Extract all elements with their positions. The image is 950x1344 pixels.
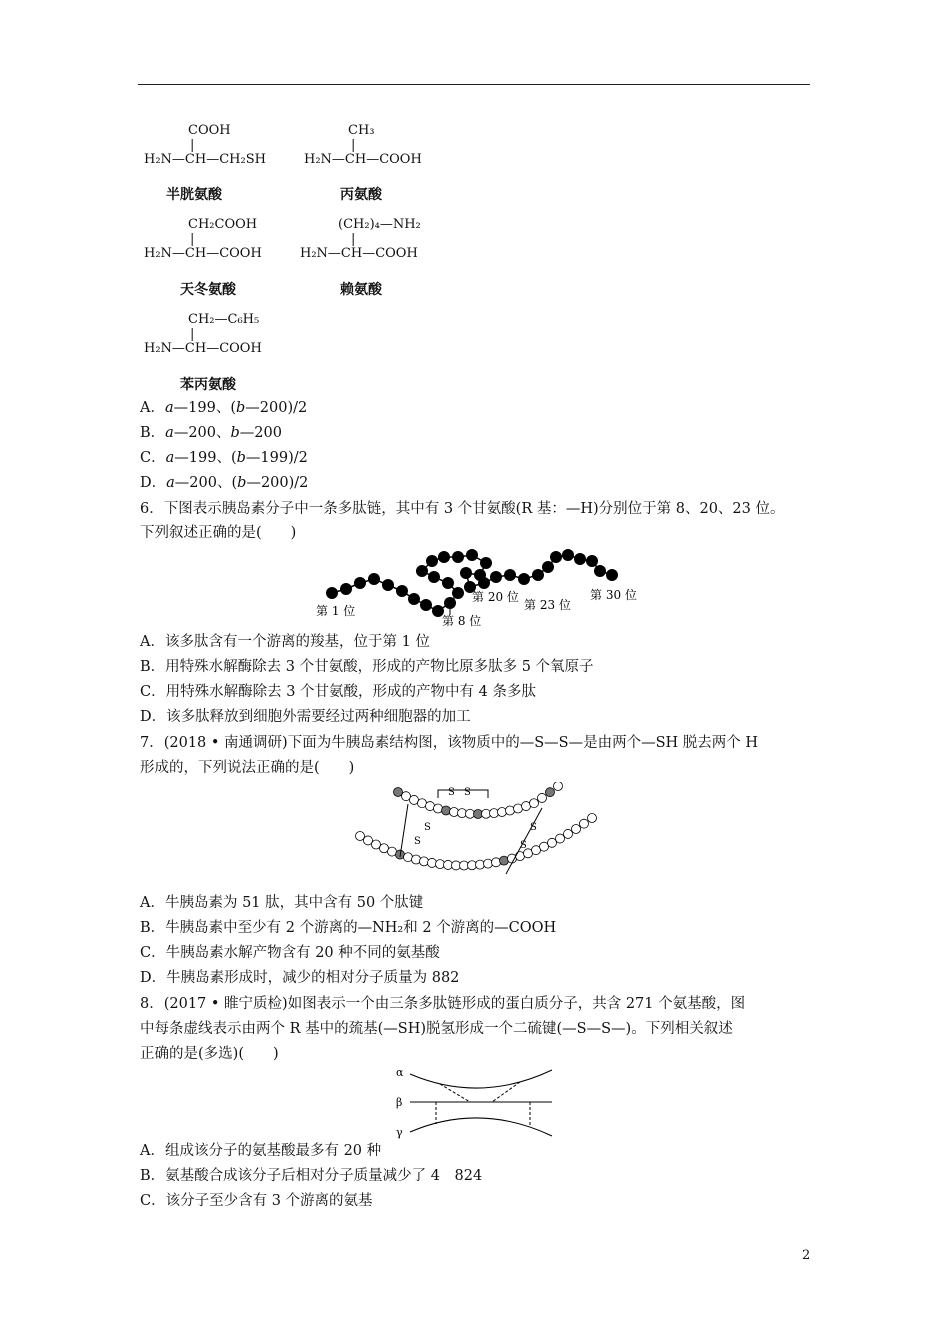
label-s-e: S [530,822,537,833]
q8-stem-cont2: 正确的是(多选)( ) [140,1046,279,1062]
q7-option-d[interactable]: D．牛胰岛素形成时，减少的相对分子质量为 882 [140,970,460,986]
label-s-c: S [424,822,431,833]
residue-bead [356,832,365,841]
chem-main: H₂N—CH—COOH [144,246,262,261]
q7-stem: 7．(2018 • 南通调研)下面为牛胰岛素结构图，该物质中的—S—S—是由两个—SH 脱去两个 H [140,735,759,751]
q8-option-a[interactable]: A．组成该分子的氨基酸最多有 20 种 [140,1143,382,1159]
chem-group: (CH₂)₄—NH₂ [338,217,421,232]
residue-bead [492,858,501,867]
amino-acid-name: 赖氨酸 [340,282,382,298]
q6-stem: 6．下图表示胰岛素分子中一条多肽链，其中有 3 个甘氨酸(R 基：—H)分别位于第 8、20、23 位。 [140,501,785,517]
label-pos-20: 第 20 位 [472,590,519,604]
label-s-f: S [520,840,527,851]
residue-bead [484,859,493,868]
bond-line: | [190,232,195,247]
label-s-b: S [464,787,471,798]
bond-line: | [351,232,356,247]
label-gamma: γ [396,1126,403,1139]
residue-bead [580,819,589,828]
insulin-chain-a [394,782,563,819]
residue-bead [500,856,509,865]
q5-option-d[interactable]: D．a—200、(b—200)/2 [140,475,309,491]
three-chain-protein-figure [380,1064,560,1142]
residue-bead [498,808,507,817]
q8-stem-cont: 中每条虚线表示由两个 R 基中的巯基(—SH)脱氢形成一个二硫键(—S—S—)。下列相关叙述 [140,1021,733,1037]
residue-bead [514,804,523,813]
chem-group: CH₂COOH [188,217,258,232]
insulin-chain-b [356,814,597,871]
residue-bead [588,814,597,823]
amino-acid-name: 苯丙氨酸 [180,377,236,393]
label-s-d: S [414,836,421,847]
chem-main: H₂N—CH—COOH [300,246,418,261]
residue-bead [530,799,539,808]
residue-bead [412,855,421,864]
label-alpha: α [396,1066,404,1079]
chem-main: H₂N—CH—COOH [144,341,262,356]
q5-option-b[interactable]: B．a—200、b—200 [140,425,282,441]
q5-option-a[interactable]: A．a—199、(b—200)/2 [140,400,308,416]
residue-bead [364,836,373,845]
q7-option-a[interactable]: A．牛胰岛素为 51 肽，其中含有 50 个肽键 [140,895,424,911]
header-rule [138,84,810,85]
chem-group: CH₃ [348,123,375,138]
residue-bead [564,829,573,838]
residue-bead [428,858,437,867]
amino-acid-beads [326,549,618,617]
residue-bead [540,842,549,851]
q6-option-d[interactable]: D．该多肽释放到细胞外需要经过两种细胞器的加工 [140,709,471,725]
label-pos-23: 第 23 位 [524,598,571,612]
amino-acid-name: 丙氨酸 [340,187,382,203]
chem-group: CH₂—C₆H₅ [188,312,260,327]
residue-bead [442,806,451,815]
residue-bead [420,857,429,866]
chem-group: COOH [188,123,231,138]
bond-line: | [190,138,195,153]
residue-bead [426,802,435,811]
residue-bead [404,853,413,862]
amino-acid-name: 天冬氨酸 [180,282,236,298]
residue-bead [538,793,547,802]
page-number: 2 [802,1248,811,1263]
insulin-structure-figure [350,782,600,887]
residue-bead [450,808,459,817]
residue-bead [556,834,565,843]
residue-bead [434,804,443,813]
label-pos-8: 第 8 位 [442,614,482,628]
q6-option-b[interactable]: B．用特殊水解酶除去 3 个甘氨酸，形成的产物比原多肽多 5 个氧原子 [140,659,594,675]
q8-option-b[interactable]: B．氨基酸合成该分子后相对分子质量减少了 4 824 [140,1168,483,1184]
polypeptide-chain-figure [310,543,640,628]
chem-main: H₂N—CH—COOH [304,152,422,167]
label-s-a: S [448,787,455,798]
q8-stem: 8．(2017 • 睢宁质检)如图表示一个由三条多肽链形成的蛋白质分子，共含 271 个氨基酸，图 [140,996,746,1012]
bond-line: | [190,327,195,342]
bond-line: | [351,138,356,153]
residue-bead [546,788,555,797]
q8-option-c[interactable]: C．该分子至少含有 3 个游离的氨基 [140,1193,373,1209]
q6-stem-cont: 下列叙述正确的是( ) [140,525,297,541]
q6-option-a[interactable]: A．该多肽含有一个游离的羧基，位于第 1 位 [140,634,430,650]
label-pos-1: 第 1 位 [316,604,356,618]
q7-option-b[interactable]: B．牛胰岛素中至少有 2 个游离的—NH₂和 2 个游离的—COOH [140,920,557,936]
label-beta: β [396,1096,403,1109]
chem-main: H₂N—CH—CH₂SH [144,152,266,167]
q7-stem-cont: 形成的，下列说法正确的是( ) [140,760,355,776]
residue-bead [394,788,403,797]
residue-bead [506,806,515,815]
q7-option-c[interactable]: C．牛胰岛素水解产物含有 20 种不同的氨基酸 [140,945,440,961]
residue-bead [490,809,499,818]
residue-bead [548,838,557,847]
label-pos-30: 第 30 位 [590,588,637,602]
q5-option-c[interactable]: C．a—199、(b—199)/2 [140,450,308,466]
residue-bead [436,860,445,869]
amino-acid-name: 半胱氨酸 [166,187,222,203]
residue-bead [554,782,563,791]
residue-bead [476,860,485,869]
residue-bead [508,854,517,863]
residue-bead [572,825,581,834]
q6-option-c[interactable]: C．用特殊水解酶除去 3 个甘氨酸，形成的产物中有 4 条多肽 [140,684,536,700]
